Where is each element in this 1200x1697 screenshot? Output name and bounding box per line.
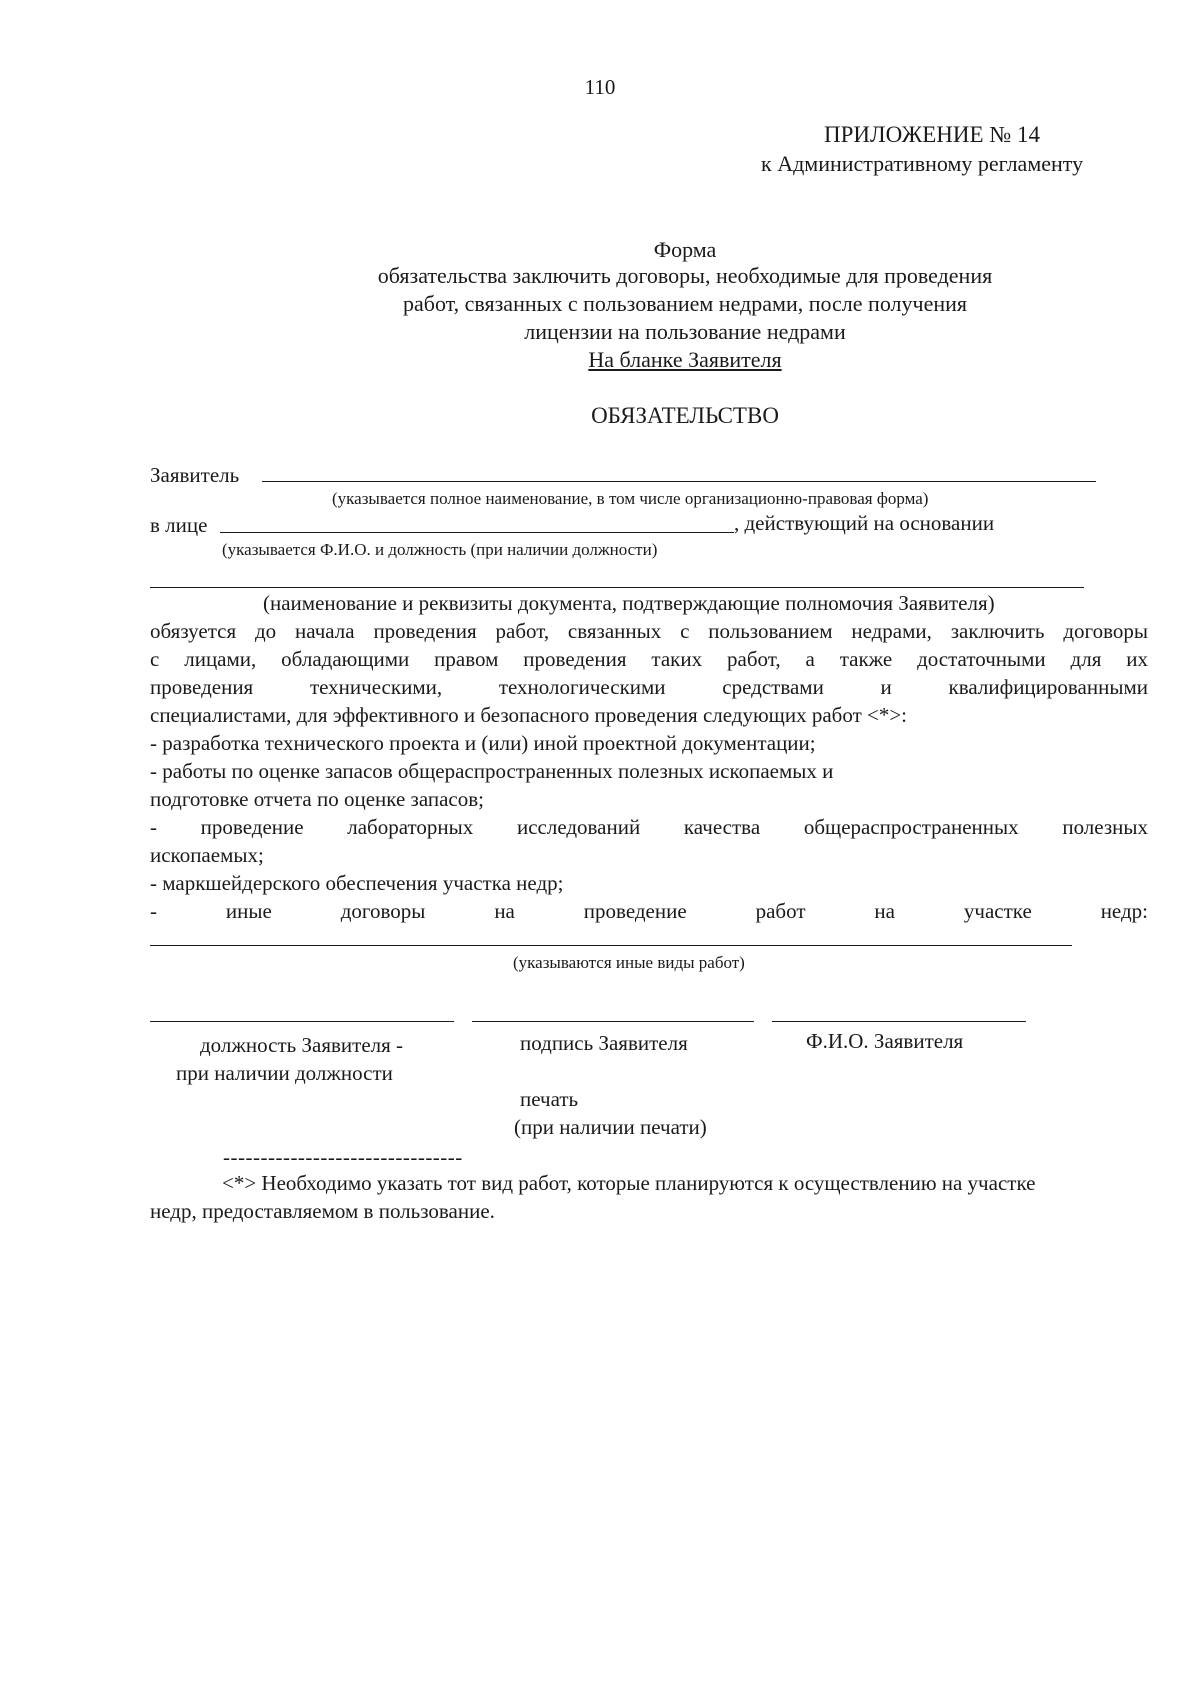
form-heading-letterhead [0,346,1200,373]
list-item-4: - маркшейдерского обеспечения участка недр; [150,871,564,895]
position-caption-line1: должность Заявителя - [200,1033,404,1057]
list-item-3-line2: ископаемых; [150,843,264,867]
person-hint: (указывается Ф.И.О. и должность (при наличии должности) [222,540,658,559]
list-item-3-line1: - проведение лабораторных исследований качества общераспространенных полезных [150,815,1148,839]
applicant-hint: (указывается полное наименование, в том числе организационно-правовая форма) [332,489,929,508]
other-works-hint: (указываются иные виды работ) [513,953,745,972]
footnote-line2: недр, предоставляемом в пользование. [150,1199,495,1223]
page-number: 110 [584,75,616,99]
signature-line[interactable] [472,1021,754,1022]
form-heading-form: Форма [653,237,717,262]
document-field-line[interactable] [150,587,1084,588]
person-label: в лице [150,513,208,537]
form-heading-line3: работ, связанных с пользованием недрами, после получения [403,291,967,316]
form-heading-line2: обязательства заключить договоры, необходимые для проведения [377,263,993,288]
document-hint: (наименование и реквизиты документа, подтверждающие полномочия Заявителя) [263,591,995,615]
name-caption: Ф.И.О. Заявителя [806,1029,964,1053]
form-heading-line4: лицензии на пользование недрами [524,319,846,344]
name-signature-line[interactable] [772,1021,1026,1022]
signature-caption: подпись Заявителя [520,1031,688,1055]
footnote-line1: <*> Необходимо указать тот вид работ, которые планируются к осуществлению на участке [222,1171,1036,1195]
list-item-2-line1: - работы по оценке запасов общераспространенных полезных ископаемых и [150,759,834,783]
applicant-field-line[interactable] [262,481,1096,482]
applicant-label: Заявитель [150,463,240,487]
list-item-5: - иные договоры на проведение работ на участке недр: [150,899,1148,923]
list-item-1: - разработка технического проекта и (или) иной проектной документации; [150,731,816,755]
position-signature-line[interactable] [150,1021,454,1022]
body-line-3: проведения техническими, технологическими средствами и квалифицированными [150,675,1148,699]
list-item-2-line2: подготовке отчета по оценке запасов; [150,787,484,811]
appendix-subtitle: к Административному регламенту [761,151,1084,176]
body-line-2: с лицами, обладающими правом проведения таких работ, а также достаточными для их [150,647,1148,671]
position-caption-line2: при наличии должности [176,1061,393,1085]
footnote-separator: -------------------------------- [223,1145,463,1169]
stamp-caption: печать [520,1087,579,1111]
person-field-line[interactable] [220,532,734,533]
appendix-title: ПРИЛОЖЕНИЕ № 14 [824,122,1041,147]
letterhead-note: На бланке Заявителя [588,347,782,372]
other-works-field-line[interactable] [150,945,1072,946]
person-suffix: , действующий на основании [734,511,995,535]
page-number-wrap [0,74,1200,101]
body-line-4: специалистами, для эффективного и безопасного проведения следующих работ <*>: [150,703,908,727]
body-line-1: обязуется до начала проведения работ, связанных с пользованием недрами, заключить договоры [150,619,1148,643]
document-title: ОБЯЗАТЕЛЬСТВО [591,403,779,428]
stamp-note: (при наличии печати) [514,1115,707,1139]
